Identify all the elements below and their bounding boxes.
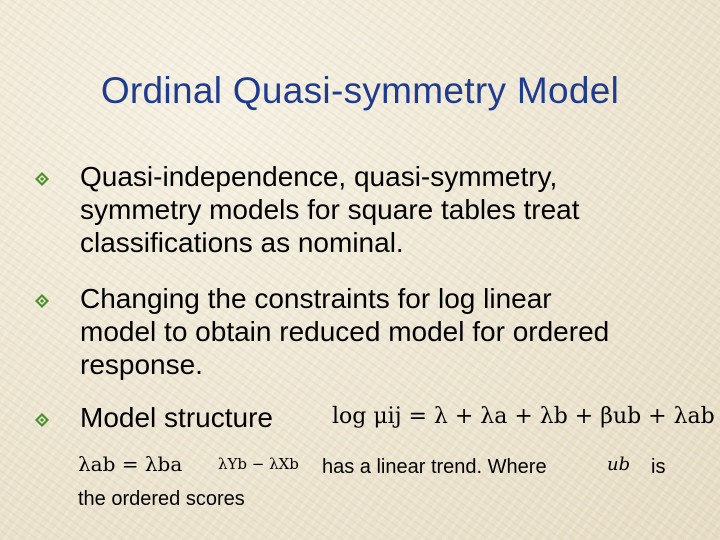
slide-title: Ordinal Quasi-symmetry Model bbox=[100, 70, 620, 111]
is-note: is bbox=[651, 456, 666, 478]
bullet-text bbox=[80, 160, 700, 259]
diamond-bullet-icon bbox=[34, 293, 50, 309]
bullet-line: Model structure bbox=[80, 402, 273, 433]
diamond-bullet-icon bbox=[34, 171, 50, 187]
bullet-line: model to obtain reduced model for ordered bbox=[80, 316, 610, 347]
difference-formula bbox=[218, 455, 299, 473]
formula-text: λYb − λXb bbox=[218, 455, 299, 473]
bullet-line: Changing the constraints for log linear bbox=[80, 283, 552, 314]
formula-text: λab = λba bbox=[78, 452, 183, 476]
bullet-line: response. bbox=[80, 349, 203, 380]
scores-note: the ordered scores bbox=[78, 488, 245, 510]
formula-text: log μij = λ + λa + λb + βub + λab bbox=[332, 404, 715, 429]
bullet-line: classifications as nominal. bbox=[80, 227, 404, 258]
bullet-line: symmetry models for square tables treat bbox=[80, 194, 580, 225]
trend-note: has a linear trend. Where bbox=[322, 456, 547, 478]
symmetry-formula bbox=[78, 452, 182, 476]
bullet-line: Quasi-independence, quasi-symmetry, bbox=[80, 161, 558, 192]
diamond-bullet-icon bbox=[34, 412, 50, 428]
bullet-text bbox=[80, 282, 700, 381]
formula-text: ub bbox=[607, 454, 631, 475]
score-symbol bbox=[607, 454, 630, 475]
model-formula bbox=[332, 404, 715, 429]
